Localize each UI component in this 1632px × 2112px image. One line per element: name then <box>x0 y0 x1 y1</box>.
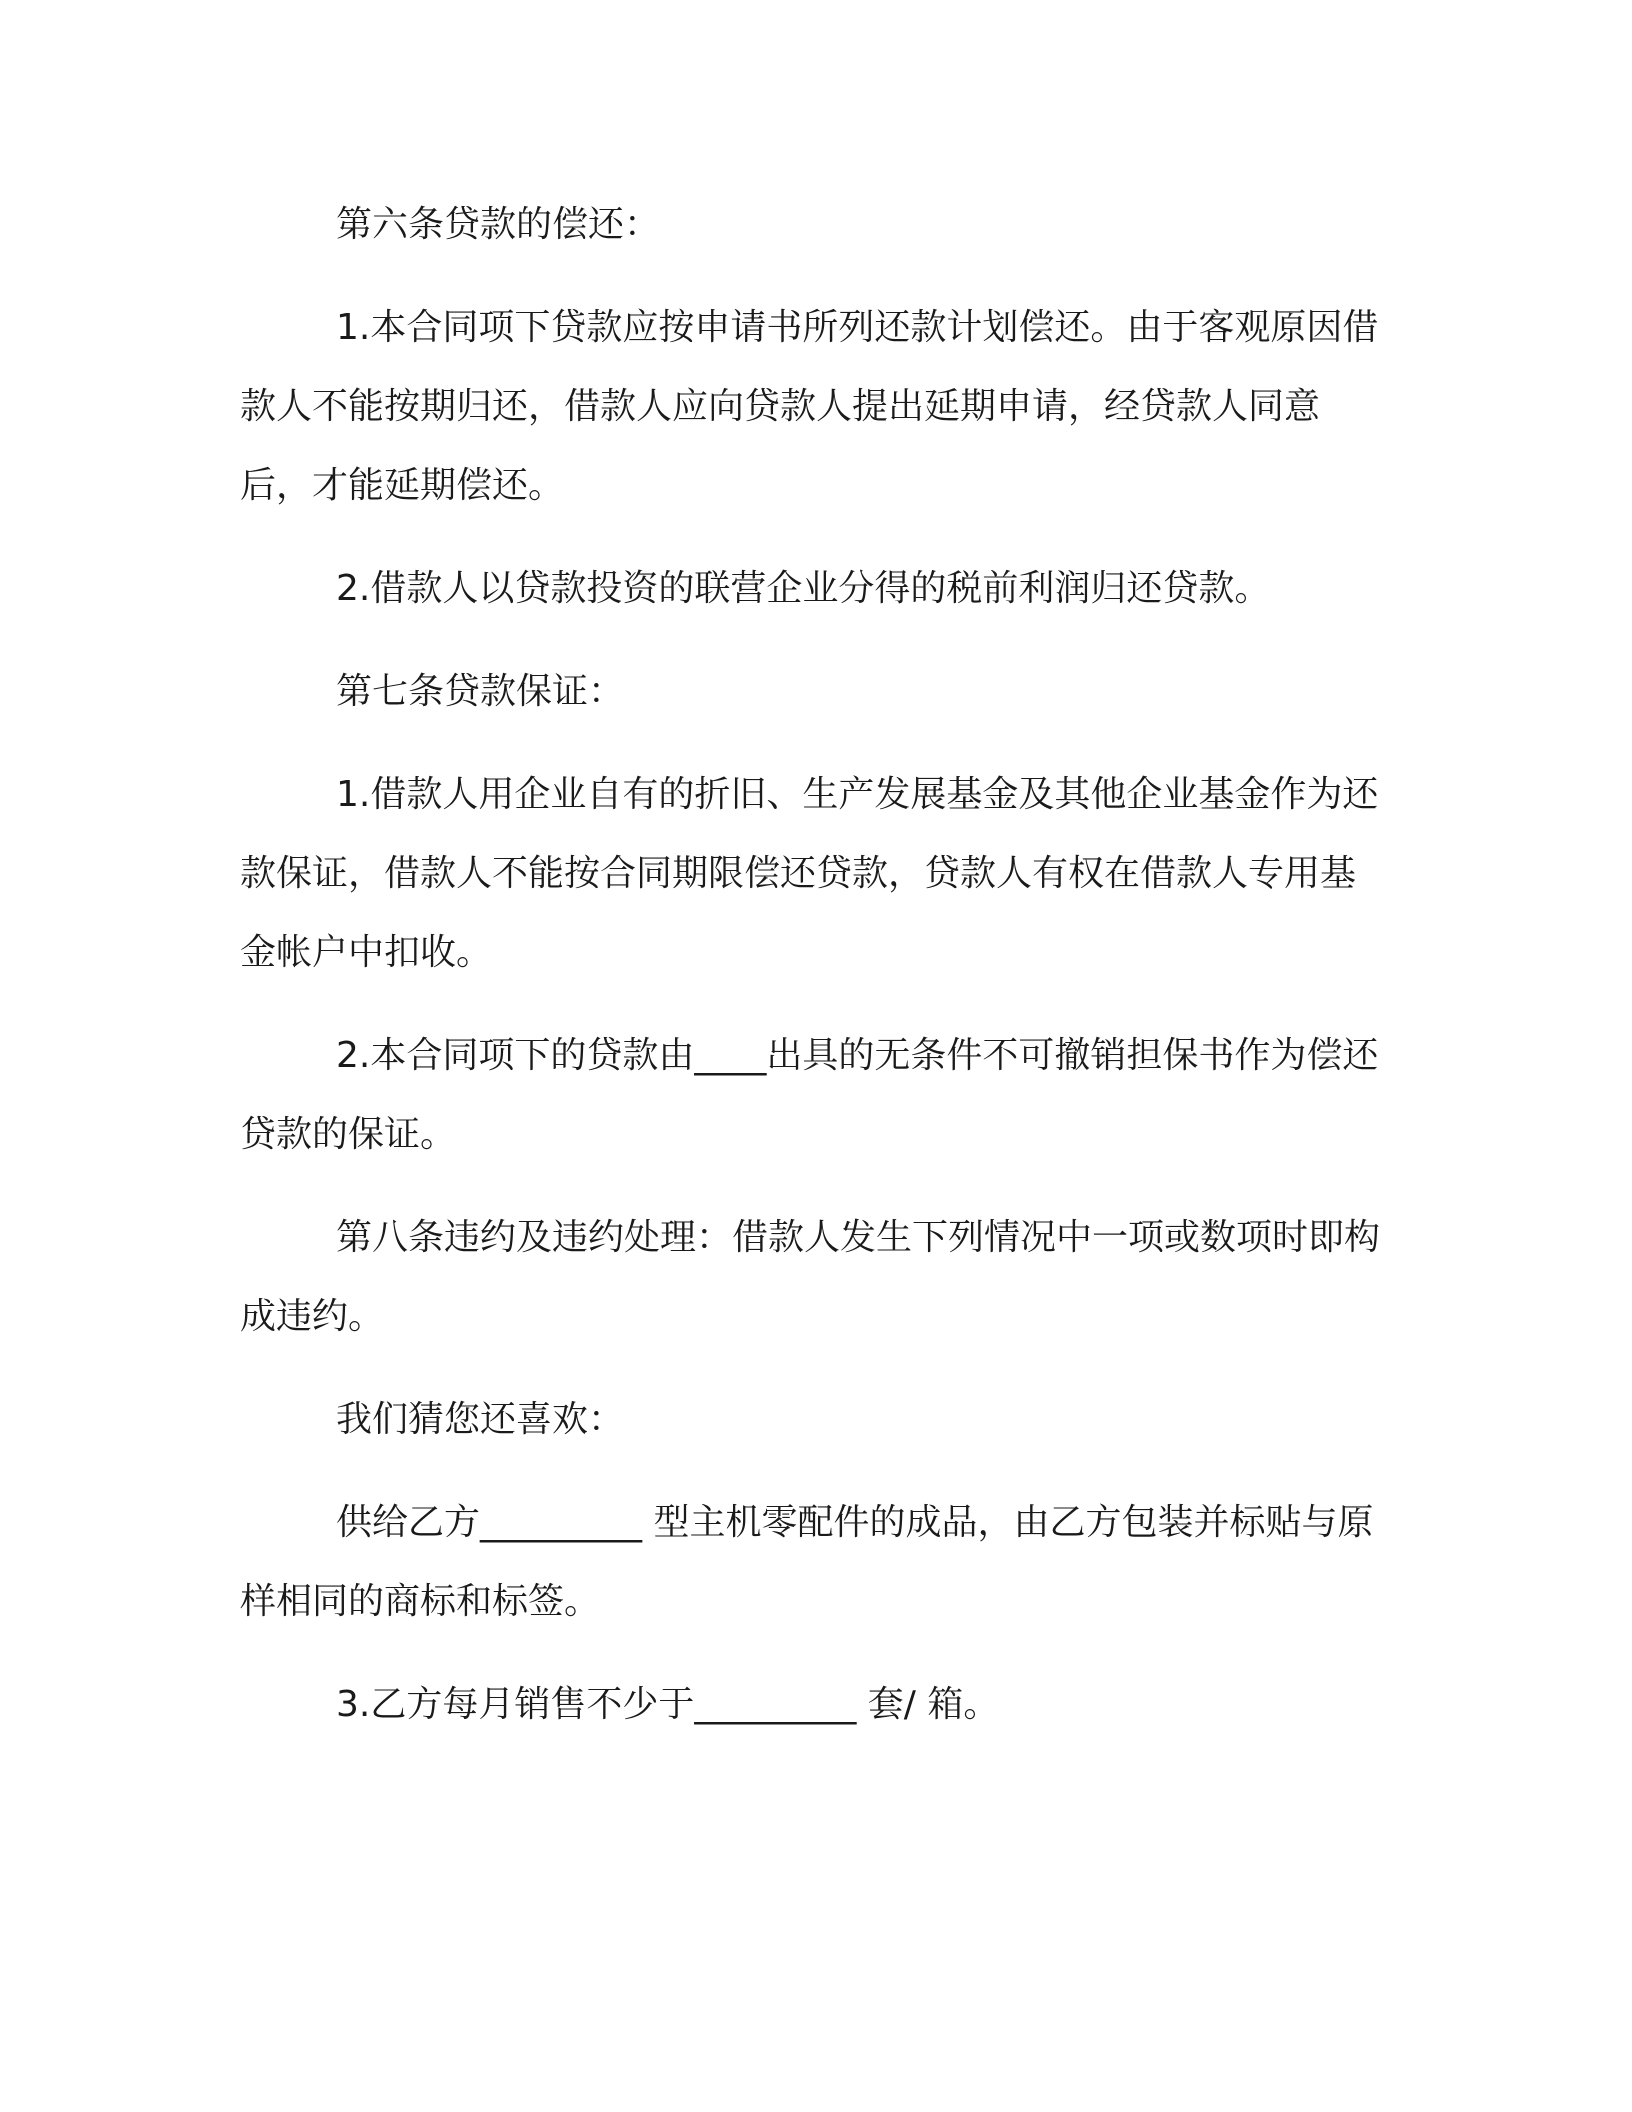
paragraph: 2.本合同项下的贷款由____出具的无条件不可撤销担保书作为偿还贷款的保证。 <box>240 1035 1379 1155</box>
recommendation-heading: 我们猜您还喜欢： <box>336 1399 625 1440</box>
paragraph: 3.乙方每月销售不少于_________ 套/ 箱。 <box>336 1684 1000 1725</box>
paragraph: 1.本合同项下贷款应按申请书所列还款计划偿还。由于客观原因借款人不能按期归还，借款人应向贷款人提出延期申请，经贷款人同意后，才能延期偿还。 <box>240 307 1379 506</box>
paragraph: 供给乙方_________ 型主机零配件的成品，由乙方包装并标贴与原样相同的商标和标签。 <box>240 1502 1374 1622</box>
section-heading-8: 第八条违约及违约处理：借款人发生下列情况中一项或数项时即构成违约。 <box>240 1217 1381 1337</box>
paragraph: 2.借款人以贷款投资的联营企业分得的税前利润归还贷款。 <box>336 568 1271 609</box>
section-heading-6: 第六条贷款的偿还： <box>336 204 661 245</box>
paragraph: 1.借款人用企业自有的折旧、生产发展基金及其他企业基金作为还款保证，借款人不能按合同期限偿还贷款，贷款人有权在借款人专用基金帐户中扣收。 <box>240 774 1379 973</box>
section-heading-7: 第七条贷款保证： <box>336 671 625 712</box>
document-body <box>240 185 1390 1744</box>
